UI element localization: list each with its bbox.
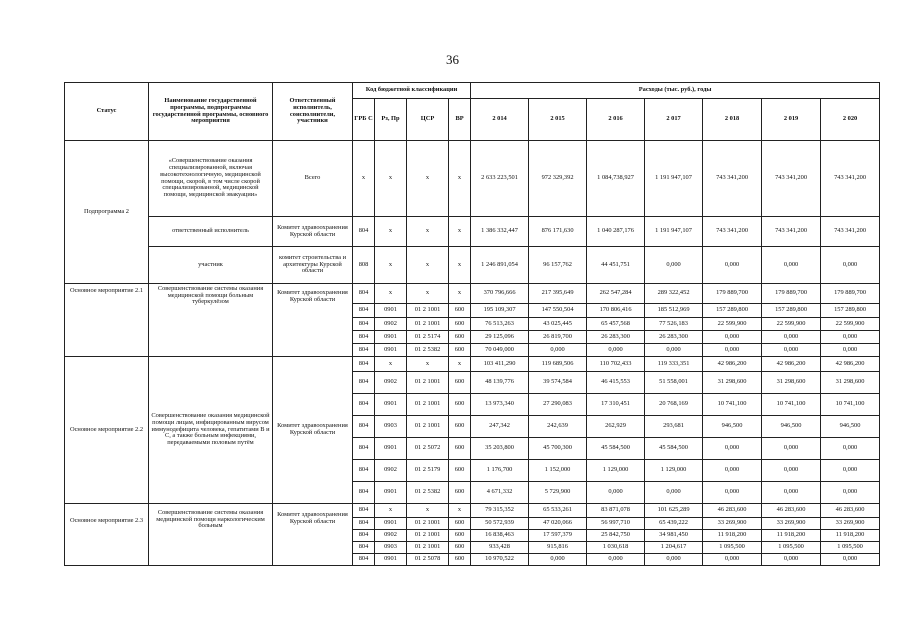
- header-year: 2 018: [703, 99, 762, 141]
- cell-csr: 01 2 1001: [407, 304, 449, 318]
- cell-value: 43 025,445: [529, 318, 587, 331]
- header-year: 2 019: [762, 99, 821, 141]
- row-responsible: Комитет здравоохранения Курской области: [273, 357, 353, 504]
- table-row: [65, 504, 880, 518]
- cell-value: 0,000: [645, 247, 703, 284]
- cell-rzpr: 0901: [375, 482, 407, 504]
- cell-value: 1 095,500: [703, 542, 762, 554]
- cell-value: 0,000: [821, 438, 880, 460]
- cell-value: 39 574,584: [529, 372, 587, 394]
- cell-value: 44 451,751: [587, 247, 645, 284]
- cell-value: 0,000: [703, 331, 762, 344]
- cell-value: 0,000: [703, 482, 762, 504]
- cell-value: 22 599,900: [703, 318, 762, 331]
- cell-vr: 600: [449, 460, 471, 482]
- cell-value: 0,000: [821, 344, 880, 357]
- cell-rzpr: 0903: [375, 542, 407, 554]
- cell-value: 0,000: [821, 482, 880, 504]
- cell-value: 242,639: [529, 416, 587, 438]
- cell-value: 45 700,300: [529, 438, 587, 460]
- cell-value: 1 204,617: [645, 542, 703, 554]
- cell-value: 103 411,290: [471, 357, 529, 372]
- cell-value: 0,000: [703, 554, 762, 566]
- cell-vr: 600: [449, 304, 471, 318]
- cell-value: 157 289,800: [821, 304, 880, 318]
- cell-grbs: 804: [353, 372, 375, 394]
- header-name: Наименование государственной программы, подпрограммы государственной программы, основного мероприятия: [149, 83, 273, 141]
- cell-value: 0,000: [703, 460, 762, 482]
- cell-csr: 01 2 1001: [407, 530, 449, 542]
- header-csr: ЦСР: [407, 99, 449, 141]
- cell-csr: 01 2 5179: [407, 460, 449, 482]
- cell-value: 0,000: [762, 331, 821, 344]
- cell-value: 16 838,463: [471, 530, 529, 542]
- cell-value: 179 889,700: [821, 284, 880, 304]
- cell-grbs: 804: [353, 331, 375, 344]
- cell-rzpr: 0901: [375, 394, 407, 416]
- cell-rzpr: х: [375, 217, 407, 247]
- cell-value: 0,000: [821, 554, 880, 566]
- header-year: 2 014: [471, 99, 529, 141]
- cell-csr: 01 2 1001: [407, 372, 449, 394]
- cell-value: 1 386 332,447: [471, 217, 529, 247]
- cell-value: 217 395,649: [529, 284, 587, 304]
- cell-value: 77 526,183: [645, 318, 703, 331]
- cell-vr: 600: [449, 554, 471, 566]
- cell-value: 13 973,340: [471, 394, 529, 416]
- cell-grbs: 804: [353, 460, 375, 482]
- cell-grbs: х: [353, 141, 375, 217]
- row-status: Подпрограмма 2: [65, 141, 149, 284]
- cell-value: 743 341,200: [821, 217, 880, 247]
- cell-rzpr: х: [375, 504, 407, 518]
- cell-value: 0,000: [529, 344, 587, 357]
- header-year: 2 017: [645, 99, 703, 141]
- cell-value: 42 986,200: [762, 357, 821, 372]
- cell-value: 1 191 947,107: [645, 141, 703, 217]
- header-rzpr: Рз, Пр: [375, 99, 407, 141]
- cell-value: 0,000: [703, 344, 762, 357]
- cell-value: 65 457,568: [587, 318, 645, 331]
- row-responsible: Комитет здравоохранения Курской области: [273, 504, 353, 566]
- cell-value: 0,000: [587, 482, 645, 504]
- cell-value: 972 329,392: [529, 141, 587, 217]
- cell-csr: 01 2 1001: [407, 394, 449, 416]
- cell-value: 1 040 287,176: [587, 217, 645, 247]
- cell-value: 0,000: [821, 460, 880, 482]
- cell-value: 185 512,969: [645, 304, 703, 318]
- header-status: Статус: [65, 83, 149, 141]
- cell-value: 31 298,600: [762, 372, 821, 394]
- cell-value: 0,000: [703, 438, 762, 460]
- cell-rzpr: 0901: [375, 344, 407, 357]
- row-responsible: Всего: [273, 141, 353, 217]
- cell-value: 119 689,506: [529, 357, 587, 372]
- cell-csr: 01 2 5174: [407, 331, 449, 344]
- cell-csr: х: [407, 284, 449, 304]
- cell-value: 31 298,600: [703, 372, 762, 394]
- cell-rzpr: х: [375, 357, 407, 372]
- cell-value: 4 671,332: [471, 482, 529, 504]
- cell-vr: 600: [449, 344, 471, 357]
- cell-value: 10 741,100: [821, 394, 880, 416]
- cell-value: 42 986,200: [821, 357, 880, 372]
- row-status: Основное мероприятие 2.3: [65, 504, 149, 566]
- cell-value: 11 918,200: [703, 530, 762, 542]
- cell-value: 1 030,618: [587, 542, 645, 554]
- cell-csr: х: [407, 141, 449, 217]
- cell-value: 45 584,500: [645, 438, 703, 460]
- cell-value: 79 315,352: [471, 504, 529, 518]
- header-year: 2 016: [587, 99, 645, 141]
- cell-csr: х: [407, 504, 449, 518]
- cell-grbs: 804: [353, 482, 375, 504]
- cell-vr: 600: [449, 394, 471, 416]
- cell-value: 743 341,200: [703, 217, 762, 247]
- cell-value: 26 283,300: [645, 331, 703, 344]
- cell-value: 10 741,100: [703, 394, 762, 416]
- cell-value: 743 341,200: [821, 141, 880, 217]
- header-responsible: Ответственный исполнитель, соисполнители, участники: [273, 83, 353, 141]
- cell-value: 119 333,351: [645, 357, 703, 372]
- header-year: 2 015: [529, 99, 587, 141]
- cell-value: 915,816: [529, 542, 587, 554]
- cell-vr: х: [449, 357, 471, 372]
- table-row: [65, 141, 880, 217]
- cell-value: 743 341,200: [703, 141, 762, 217]
- cell-value: 33 269,900: [762, 518, 821, 530]
- cell-csr: 01 2 1001: [407, 542, 449, 554]
- cell-value: 48 139,776: [471, 372, 529, 394]
- cell-vr: х: [449, 217, 471, 247]
- cell-vr: 600: [449, 372, 471, 394]
- cell-value: 76 513,263: [471, 318, 529, 331]
- cell-value: 147 550,504: [529, 304, 587, 318]
- row-name: участник: [149, 247, 273, 284]
- cell-value: 1 176,700: [471, 460, 529, 482]
- cell-value: 157 289,800: [762, 304, 821, 318]
- cell-value: 51 558,001: [645, 372, 703, 394]
- cell-value: 0,000: [821, 247, 880, 284]
- page-number: 36: [446, 52, 459, 67]
- cell-value: 170 806,416: [587, 304, 645, 318]
- cell-grbs: 804: [353, 504, 375, 518]
- cell-value: 0,000: [645, 554, 703, 566]
- cell-grbs: 804: [353, 438, 375, 460]
- cell-value: 933,428: [471, 542, 529, 554]
- cell-value: 1 152,000: [529, 460, 587, 482]
- cell-value: 26 819,700: [529, 331, 587, 344]
- cell-value: 0,000: [529, 554, 587, 566]
- header-grbs: ГРБ С: [353, 99, 375, 141]
- cell-value: 0,000: [762, 344, 821, 357]
- row-responsible: Комитет здравоохранения Курской области: [273, 284, 353, 357]
- cell-grbs: 804: [353, 542, 375, 554]
- cell-vr: х: [449, 504, 471, 518]
- cell-csr: 01 2 1001: [407, 518, 449, 530]
- cell-value: 46 283,600: [821, 504, 880, 518]
- cell-value: 10 741,100: [762, 394, 821, 416]
- row-name: Совершенствование системы оказания медицинской помощи больным туберкулёзом: [149, 284, 273, 357]
- cell-vr: 600: [449, 542, 471, 554]
- row-responsible: комитет строительства и архитектуры Курской области: [273, 247, 353, 284]
- cell-value: 946,500: [703, 416, 762, 438]
- cell-csr: 01 2 5078: [407, 554, 449, 566]
- cell-csr: 01 2 1001: [407, 416, 449, 438]
- cell-value: 17 310,451: [587, 394, 645, 416]
- row-status: Основное мероприятие 2.1: [65, 284, 149, 357]
- cell-rzpr: 0901: [375, 518, 407, 530]
- cell-value: 195 109,307: [471, 304, 529, 318]
- header-year: 2 020: [821, 99, 880, 141]
- cell-vr: 600: [449, 416, 471, 438]
- budget-table: [64, 82, 880, 566]
- cell-value: 56 997,710: [587, 518, 645, 530]
- cell-value: 1 095,500: [821, 542, 880, 554]
- cell-vr: х: [449, 141, 471, 217]
- cell-grbs: 808: [353, 247, 375, 284]
- cell-csr: 01 2 1001: [407, 318, 449, 331]
- cell-value: 46 283,600: [762, 504, 821, 518]
- cell-value: 946,500: [821, 416, 880, 438]
- cell-value: 65 439,222: [645, 518, 703, 530]
- cell-value: 0,000: [821, 331, 880, 344]
- cell-vr: 600: [449, 438, 471, 460]
- cell-grbs: 804: [353, 357, 375, 372]
- cell-value: 1 095,500: [762, 542, 821, 554]
- cell-value: 0,000: [645, 482, 703, 504]
- cell-value: 1 129,000: [587, 460, 645, 482]
- cell-value: 293,681: [645, 416, 703, 438]
- cell-value: 11 918,200: [821, 530, 880, 542]
- cell-grbs: 804: [353, 318, 375, 331]
- cell-value: 0,000: [762, 554, 821, 566]
- cell-rzpr: 0901: [375, 331, 407, 344]
- cell-grbs: 804: [353, 416, 375, 438]
- cell-value: 50 572,939: [471, 518, 529, 530]
- cell-grbs: 804: [353, 530, 375, 542]
- cell-rzpr: х: [375, 247, 407, 284]
- table-row: [65, 284, 880, 304]
- cell-value: 65 533,261: [529, 504, 587, 518]
- cell-value: 876 171,630: [529, 217, 587, 247]
- cell-vr: 600: [449, 318, 471, 331]
- cell-rzpr: 0902: [375, 318, 407, 331]
- cell-grbs: 804: [353, 394, 375, 416]
- cell-value: 101 625,289: [645, 504, 703, 518]
- cell-grbs: 804: [353, 304, 375, 318]
- cell-value: 1 246 891,054: [471, 247, 529, 284]
- table-row: [65, 247, 880, 284]
- cell-value: 10 970,522: [471, 554, 529, 566]
- cell-grbs: 804: [353, 217, 375, 247]
- cell-value: 289 322,452: [645, 284, 703, 304]
- cell-value: 35 203,800: [471, 438, 529, 460]
- cell-value: 45 584,500: [587, 438, 645, 460]
- cell-vr: 600: [449, 530, 471, 542]
- cell-value: 0,000: [762, 482, 821, 504]
- cell-value: 743 341,200: [762, 217, 821, 247]
- cell-value: 110 702,433: [587, 357, 645, 372]
- cell-value: 31 298,600: [821, 372, 880, 394]
- cell-value: 0,000: [762, 438, 821, 460]
- row-name: Совершенствование оказания медицинской помощи лицам, инфицированным вирусом иммунодефицита человека, гепатитами В и С, а также больным инфекциями, передаваемыми половым путём: [149, 357, 273, 504]
- cell-value: 2 633 223,501: [471, 141, 529, 217]
- row-responsible: Комитет здравоохранения Курской области: [273, 217, 353, 247]
- cell-csr: х: [407, 217, 449, 247]
- header-expenses-group: Расходы (тыс. руб.), годы: [471, 83, 880, 99]
- cell-value: 17 597,379: [529, 530, 587, 542]
- cell-csr: х: [407, 357, 449, 372]
- cell-value: 5 729,900: [529, 482, 587, 504]
- cell-value: 1 129,000: [645, 460, 703, 482]
- header-code-group: Код бюджетной классификации: [353, 83, 471, 99]
- cell-rzpr: 0901: [375, 304, 407, 318]
- cell-value: 33 269,900: [703, 518, 762, 530]
- cell-csr: 01 2 5382: [407, 344, 449, 357]
- cell-value: 0,000: [587, 554, 645, 566]
- cell-rzpr: 0902: [375, 460, 407, 482]
- cell-value: 157 289,800: [703, 304, 762, 318]
- cell-value: 47 020,066: [529, 518, 587, 530]
- cell-value: 0,000: [762, 247, 821, 284]
- cell-value: 370 796,666: [471, 284, 529, 304]
- cell-value: 20 768,169: [645, 394, 703, 416]
- cell-value: 46 415,553: [587, 372, 645, 394]
- cell-vr: х: [449, 247, 471, 284]
- cell-value: 0,000: [587, 344, 645, 357]
- cell-vr: х: [449, 284, 471, 304]
- cell-value: 0,000: [762, 460, 821, 482]
- cell-csr: х: [407, 247, 449, 284]
- cell-value: 33 269,900: [821, 518, 880, 530]
- cell-grbs: 804: [353, 554, 375, 566]
- cell-rzpr: 0903: [375, 416, 407, 438]
- cell-value: 743 341,200: [762, 141, 821, 217]
- row-status: Основное мероприятие 2.2: [65, 357, 149, 504]
- cell-grbs: 804: [353, 344, 375, 357]
- cell-vr: 600: [449, 518, 471, 530]
- cell-value: 29 125,096: [471, 331, 529, 344]
- cell-value: 46 283,600: [703, 504, 762, 518]
- cell-rzpr: 0901: [375, 554, 407, 566]
- cell-rzpr: х: [375, 141, 407, 217]
- cell-value: 83 871,078: [587, 504, 645, 518]
- cell-value: 70 049,000: [471, 344, 529, 357]
- cell-value: 11 918,200: [762, 530, 821, 542]
- cell-value: 179 889,700: [703, 284, 762, 304]
- row-name: Совершенствование системы оказания медицинской помощи наркологическим больным: [149, 504, 273, 566]
- cell-vr: 600: [449, 331, 471, 344]
- cell-value: 262 547,284: [587, 284, 645, 304]
- table-row: [65, 357, 880, 372]
- cell-rzpr: х: [375, 284, 407, 304]
- cell-vr: 600: [449, 482, 471, 504]
- cell-value: 22 599,900: [762, 318, 821, 331]
- row-name: ответственный исполнитель: [149, 217, 273, 247]
- cell-value: 247,342: [471, 416, 529, 438]
- cell-value: 96 157,762: [529, 247, 587, 284]
- cell-value: 26 283,300: [587, 331, 645, 344]
- cell-value: 0,000: [645, 344, 703, 357]
- cell-value: 34 981,450: [645, 530, 703, 542]
- cell-value: 179 889,700: [762, 284, 821, 304]
- cell-value: 946,500: [762, 416, 821, 438]
- cell-value: 0,000: [703, 247, 762, 284]
- cell-value: 262,929: [587, 416, 645, 438]
- cell-rzpr: 0901: [375, 438, 407, 460]
- cell-grbs: 804: [353, 518, 375, 530]
- cell-csr: 01 2 5382: [407, 482, 449, 504]
- cell-value: 25 842,750: [587, 530, 645, 542]
- cell-value: 1 191 947,107: [645, 217, 703, 247]
- row-name: «Совершенствование оказания специализированной, включая высокотехнологичную, медицинской помощи, скорой, в том числе скорой специализированной, медицинской помощи, медицинской эвакуации»: [149, 141, 273, 217]
- cell-value: 1 084,738,927: [587, 141, 645, 217]
- cell-value: 27 290,083: [529, 394, 587, 416]
- cell-csr: 01 2 5072: [407, 438, 449, 460]
- cell-grbs: 804: [353, 284, 375, 304]
- cell-value: 22 599,900: [821, 318, 880, 331]
- table-row: [65, 217, 880, 247]
- cell-rzpr: 0902: [375, 372, 407, 394]
- cell-rzpr: 0902: [375, 530, 407, 542]
- header-vr: ВР: [449, 99, 471, 141]
- cell-value: 42 986,200: [703, 357, 762, 372]
